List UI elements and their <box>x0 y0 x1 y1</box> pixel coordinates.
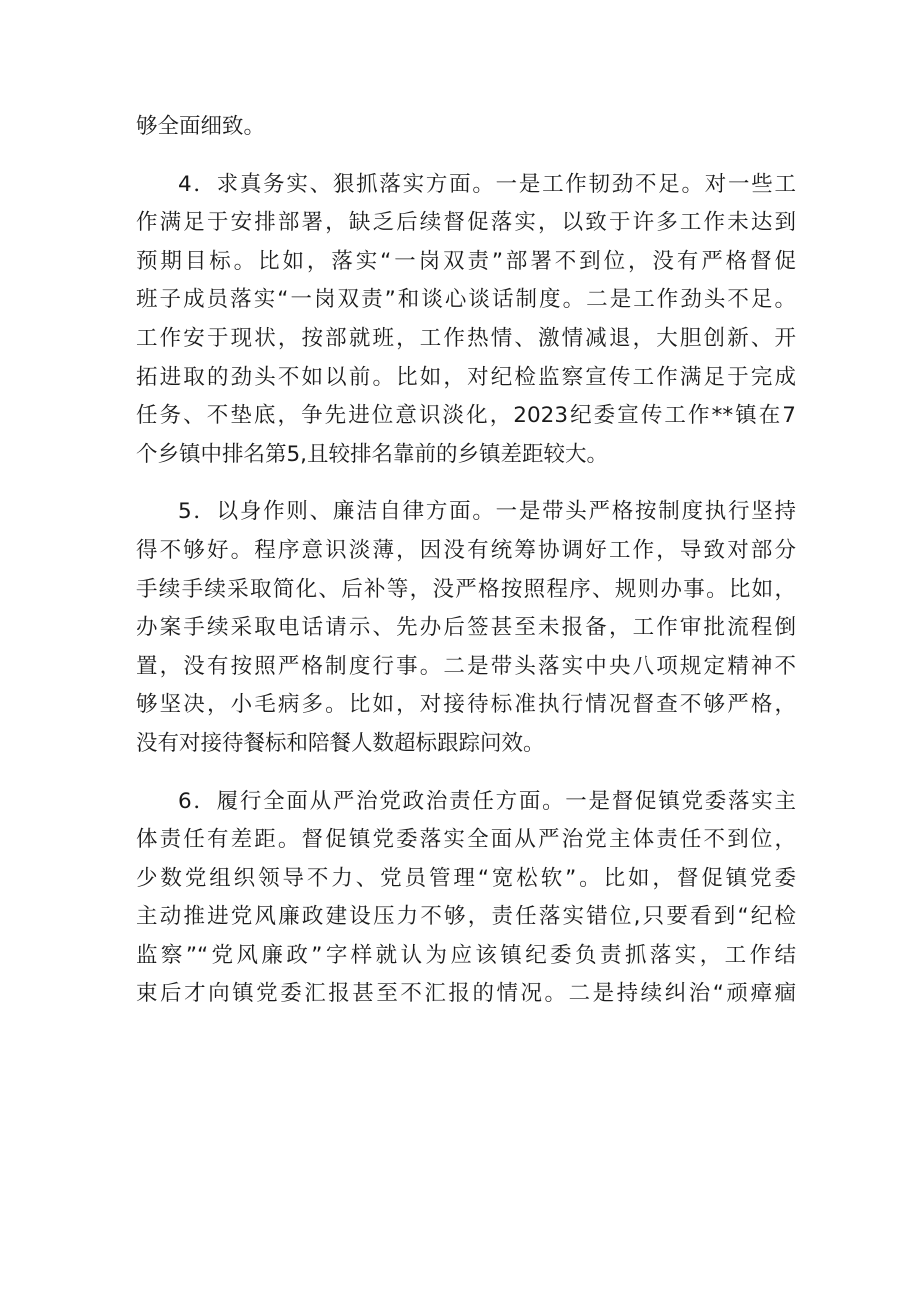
text-line: 没有对接待餐标和陪餐人数超标跟踪问效。 <box>136 730 545 756</box>
text-line: 手续手续采取简化、后补等，没严格按照程序、规则办事。比如， <box>136 576 796 602</box>
text-line: 置，没有按照严格制度行事。二是带头落实中央八项规定精神不 <box>136 653 796 679</box>
text-line: 作满足于安排部署，缺乏后续督促落实，以致于许多工作未达到 <box>136 210 796 236</box>
text-line: 工作安于现状，按部就班，工作热情、激情减退，大胆创新、开 <box>136 325 796 351</box>
text-line: 5．以身作则、廉洁自律方面。一是带头严格按制度执行坚持 <box>178 499 796 525</box>
text-line: 4．求真务实、狠抓落实方面。一是工作韧劲不足。对一些工 <box>178 171 796 197</box>
text-line: 够坚决，小毛病多。比如，对接待标准执行情况督查不够严格， <box>136 692 796 718</box>
document-body <box>136 108 796 1014</box>
text-line: 6．履行全面从严治党政治责任方面。一是督促镇党委落实主 <box>178 788 796 814</box>
text-line: 少数党组织领导不力、党员管理“宽松软”。比如，督促镇党委 <box>136 865 796 891</box>
text-line: 够全面细致。 <box>136 114 266 139</box>
text-line: 得不够好。程序意识淡薄，因没有统筹协调好工作，导致对部分 <box>136 537 796 563</box>
paragraph-6 <box>136 783 796 1015</box>
text-line: 任务、不垫底，争先进位意识淡化，2023纪委宣传工作**镇在7 <box>136 403 796 429</box>
text-line: 个乡镇中排名第5,且较排名靠前的乡镇差距较大。 <box>136 441 609 467</box>
text-line: 拓进取的劲头不如以前。比如，对纪检监察宣传工作满足于完成 <box>136 364 796 390</box>
paragraph-continuation <box>136 108 796 147</box>
text-line: 预期目标。比如，落实“一岗双责”部署不到位，没有严格督促 <box>136 248 796 274</box>
text-line: 监察”“党风廉政”字样就认为应该镇纪委负责抓落实，工作结 <box>136 942 796 968</box>
text-line: 班子成员落实“一岗双责”和谈心谈话制度。二是工作劲头不足。 <box>136 287 796 313</box>
paragraph-4 <box>136 166 796 475</box>
text-line: 办案手续采取电话请示、先办后签甚至未报备，工作审批流程倒 <box>136 615 796 641</box>
text-line: 体责任有差距。督促镇党委落实全面从严治党主体责任不到位， <box>136 827 796 853</box>
paragraph-5 <box>136 493 796 763</box>
text-line: 束后才向镇党委汇报甚至不汇报的情况。二是持续纠治“顽瘴痼 <box>136 981 796 1007</box>
text-line: 主动推进党风廉政建设压力不够，责任落实错位,只要看到“纪检 <box>136 904 796 930</box>
